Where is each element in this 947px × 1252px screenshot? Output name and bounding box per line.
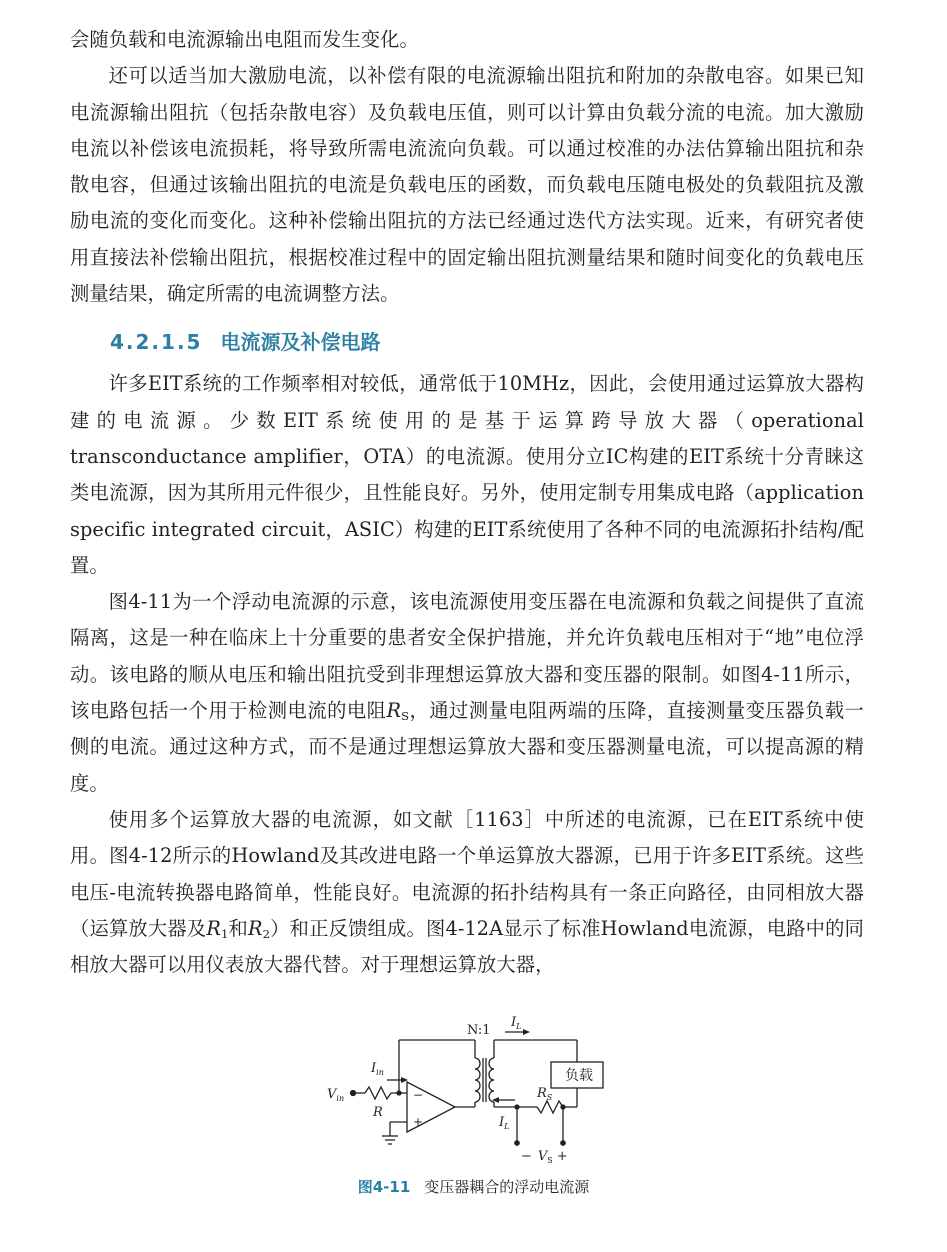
text-run: ，通过测量电阻两端的压降，直接测量变压器负载一侧的电流。通过这种方式，而不是通过理想运算放大器和变压器测量电流，可以提高源的精度。 xyxy=(70,699,864,795)
label-vs: − $V_S$ + xyxy=(521,1149,568,1165)
resistor-r xyxy=(365,1087,391,1099)
label-ratio: N:1 xyxy=(467,1023,491,1038)
label-load: 负载 xyxy=(565,1068,593,1084)
paragraph-floating-source xyxy=(70,584,864,802)
text-run: ）和正反馈组成。图4-12A显示了标准Howland电流源，电路中的同相放大器可以用仪表放大器代替。对于理想运算放大器， xyxy=(70,916,864,977)
symbol-sub: S xyxy=(401,708,410,723)
section-title: 电流源及补偿电路 xyxy=(220,330,381,355)
symbol-r2: R xyxy=(248,916,263,940)
label-r: R xyxy=(373,1105,383,1120)
label-vin: $V_{in}$ xyxy=(327,1087,345,1103)
text-run: 使用多个运算放大器的电流源，如文献［1163］中所述的电流源，已在EIT系统中使用。图4-12所示的Howland及其改进电路一个单运算放大器源，已用于许多EIT系统。这些电压-电流转换器电路简单，性能良好。电流源的拓扑结构具有一条正向路径，由同相放大器（运算放大器及 xyxy=(70,807,864,940)
symbol-r1: R xyxy=(206,916,221,940)
figure-number: 图4-11 xyxy=(357,1178,411,1196)
text-run: 图4-11为一个浮动电流源的示意，该电流源使用变压器在电流源和负载之间提供了直流隔离，这是一种在临床上十分重要的患者安全保护措施，并允许负载电压相对于“地”电位浮动。该电路的顺从电压和输出阻抗受到非理想运算放大器和变压器的限制。如图4-11所示，该电路包括一个用于检测电流的电阻 xyxy=(70,590,864,723)
circuit-diagram xyxy=(315,1010,625,1170)
label-iin: $I_{in}$ xyxy=(371,1061,384,1077)
label-rs: $R_S$ xyxy=(537,1086,553,1102)
figure-caption xyxy=(0,1176,947,1197)
label-inverting: − xyxy=(413,1088,424,1102)
page-body xyxy=(70,22,864,983)
paragraph-eit-sources: 许多EIT系统的工作频率相对较低，通常低于10MHz，因此，会使用通过运算放大器构建的电流源。少数EIT系统使用的是基于运算跨导放大器（operational transconductance amplifier，OTA）的电流源。使用分立IC构建的EIT系统十分青睐这类电流源，因为其所用元件很少，且性能良好。另外，使用定制专用集成电路（application specific integrated circuit，ASIC）构建的EIT系统使用了各种不同的电流源拓扑结构/配置。 xyxy=(70,372,864,577)
transformer-secondary xyxy=(489,1058,494,1102)
label-il-bottom: $I_L$ xyxy=(499,1115,510,1131)
symbol-r: R xyxy=(386,699,402,723)
vin-terminal xyxy=(351,1091,356,1096)
arrow-il-top xyxy=(523,1029,530,1035)
text-run: 和 xyxy=(228,916,248,940)
label-il-top: $I_L$ xyxy=(511,1015,522,1031)
paragraph-output-impedance: 还可以适当加大激励电流，以补偿有限的电流源输出阻抗和附加的杂散电容。如果已知电流源输出阻抗（包括杂散电容）及负载电压值，则可以计算由负载分流的电流。加大激励电流以补偿该电流损耗，将导致所需电流流向负载。可以通过校准的办法估算输出阻抗和杂散电容，但通过该输出阻抗的电流是负载电压的函数，而负载电压随电极处的负载阻抗及激励电流的变化而变化。这种补偿输出阻抗的方法已经通过迭代方法实现。近来，有研究者使用直接法补偿输出阻抗，根据校准过程中的固定输出阻抗测量结果和随时间变化的负载电压测量结果，确定所需的电流调整方法。 xyxy=(70,64,864,306)
figure-title: 变压器耦合的浮动电流源 xyxy=(424,1178,590,1196)
section-number: 4.2.1.5 xyxy=(110,330,203,355)
section-heading xyxy=(110,324,864,360)
symbol-sub: 2 xyxy=(262,926,271,941)
label-noninverting: + xyxy=(413,1115,424,1129)
paragraph-continuation: 会随负载和电流源输出电阻而发生变化。 xyxy=(70,28,419,51)
transformer-primary xyxy=(475,1058,480,1102)
symbol-sub: 1 xyxy=(220,926,229,941)
resistor-rs xyxy=(537,1101,563,1113)
paragraph-howland xyxy=(70,802,864,983)
